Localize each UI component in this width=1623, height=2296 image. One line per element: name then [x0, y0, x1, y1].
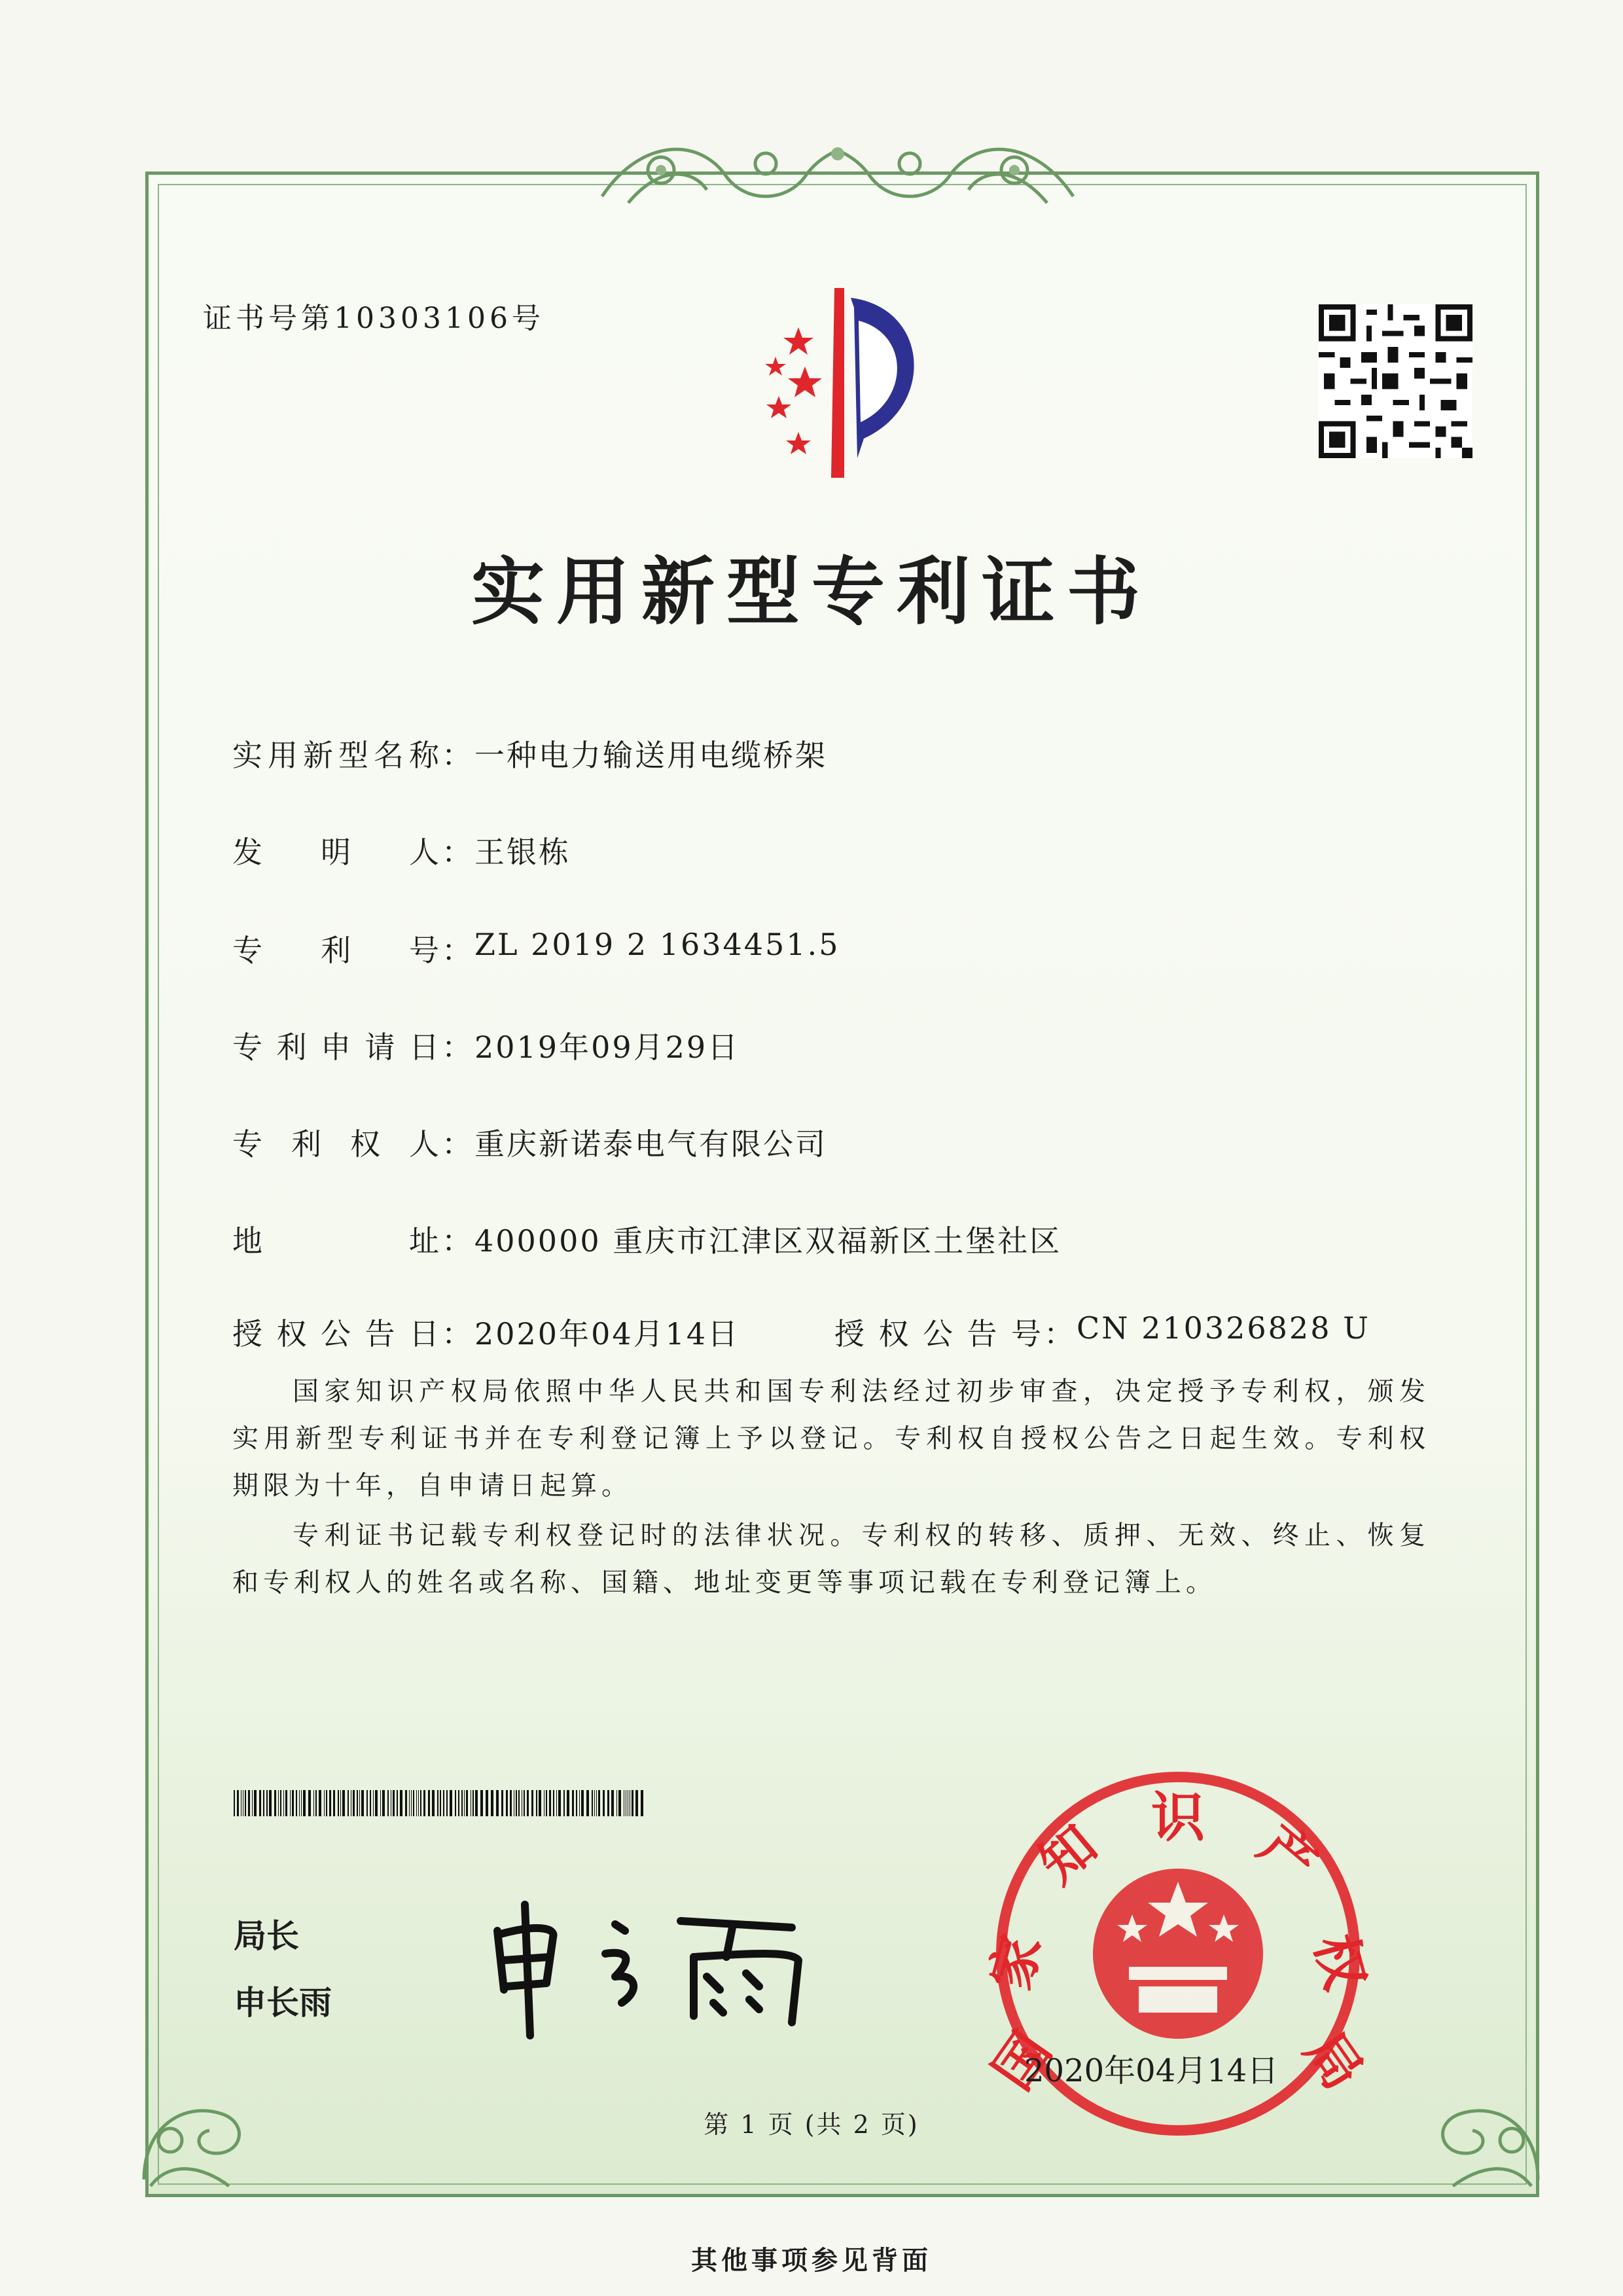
field-label: 发明人 — [232, 834, 442, 870]
field-value: ZL 2019 2 1634451.5 — [474, 927, 840, 962]
footer-note: 其他事项参见背面 — [691, 2245, 932, 2276]
svg-text:国: 国 — [982, 2021, 1063, 2102]
page-number: 第 1 页 (共 2 页) — [704, 2110, 919, 2139]
field-label: 授权公告日 — [232, 1316, 442, 1352]
svg-text:家: 家 — [979, 1928, 1054, 1996]
field-value: 一种电力输送用电缆桥架 — [474, 738, 827, 773]
field-label: 专利权人 — [232, 1126, 442, 1162]
svg-text:知: 知 — [1027, 1814, 1109, 1896]
field-patent-number: 专利号 ： ZL 2019 2 1634451.5 — [232, 927, 840, 970]
director-signature-icon — [484, 1892, 851, 2042]
svg-text:识: 识 — [1150, 1787, 1205, 1849]
field-label: 地址 — [232, 1223, 442, 1259]
barcode-icon — [234, 1790, 646, 1816]
certificate-number: 证书号第10303106号 — [203, 302, 544, 335]
field-utility-model-name: 实用新型名称 ： 一种电力输送用电缆桥架 — [232, 732, 827, 775]
field-value: 2020年04月14日 — [474, 1316, 740, 1352]
field-label: 授权公告号 — [834, 1316, 1044, 1352]
field-patentee: 专利权人 ： 重庆新诺泰电气有限公司 — [232, 1121, 827, 1164]
svg-text:产: 产 — [1247, 1814, 1329, 1896]
field-value: 重庆新诺泰电气有限公司 — [474, 1126, 827, 1162]
field-grant-date: 授权公告日 ： 2020年04月14日 — [232, 1310, 740, 1354]
director-title: 局长 — [234, 1917, 299, 1955]
field-value: 400000 重庆市江津区双福新区土堡社区 — [474, 1223, 1062, 1259]
cnipa-logo-icon — [720, 281, 969, 478]
seal-date: 2020年04月14日 — [1024, 2053, 1279, 2089]
field-label: 专利号 — [232, 933, 442, 968]
field-address: 地址 ： 400000 重庆市江津区双福新区土堡社区 — [232, 1217, 1061, 1261]
field-value: 王银栋 — [474, 834, 571, 870]
field-value: 2019年09月29日 — [474, 1030, 740, 1065]
qr-code-icon — [1319, 304, 1472, 458]
statement-paragraph-2: 专利证书记载专利权登记时的法律状况。专利权的转移、质押、无效、终止、恢复和专利权人的姓名或名称、国籍、地址变更等事项记载在专利登记簿上。 — [232, 1520, 1430, 1598]
field-application-date: 专利申请日 ： 2019年09月29日 — [232, 1024, 740, 1067]
svg-text:局: 局 — [1293, 2021, 1374, 2102]
top-ornament — [589, 124, 1086, 223]
svg-text:权: 权 — [1302, 1928, 1377, 1996]
certificate-title: 实用新型专利证书 — [471, 549, 1152, 635]
field-inventor: 发明人 ： 王银栋 — [232, 829, 571, 872]
field-label: 专利申请日 — [232, 1030, 442, 1065]
field-label: 实用新型名称 — [232, 738, 442, 773]
statement-paragraph-1: 国家知识产权局依照中华人民共和国专利法经过初步审查，决定授予专利权，颁发实用新型专利证书并在专利登记簿上予以登记。专利权自授权公告之日起生效。专利权期限为十年，自申请日起算。 — [232, 1376, 1430, 1501]
field-value: CN 210326828 U — [1077, 1310, 1370, 1346]
field-grant-announcement-number: 授权公告号 ： CN 210326828 U — [834, 1310, 1370, 1354]
director-name: 申长雨 — [234, 1984, 332, 2022]
